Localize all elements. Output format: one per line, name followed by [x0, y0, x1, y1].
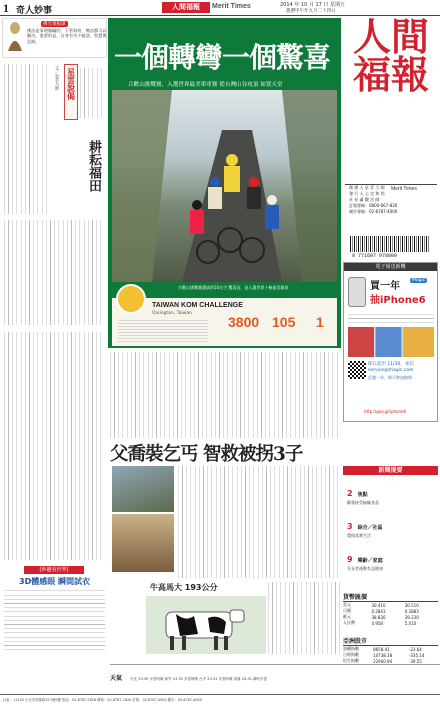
hero-caption: 合歡山挑戰賽選拔的10名手 驚喜冠，是入選世界十條最美賽事: [178, 285, 289, 290]
publisher-line-2: 發 行 人 心 定 和 尚: [349, 191, 385, 196]
race-stat-distance: 105: [272, 314, 296, 330]
index-item-no: 2: [347, 489, 353, 498]
promo-box[interactable]: [343, 262, 438, 422]
essay-text-b: [80, 68, 104, 118]
table-row: 美元 30.410 30.510: [343, 602, 419, 608]
footer: [0, 694, 440, 709]
cow-headline: 牛高馬大 193公分: [150, 583, 218, 592]
promo-fine-print: [348, 311, 434, 323]
index-item-label: 綜合／社區: [357, 525, 383, 531]
hero-headline: 一個轉彎一個驚喜: [114, 41, 331, 74]
star-label-text: 星雲說偈: [66, 68, 76, 100]
currency-title: 貨幣匯價: [343, 592, 438, 602]
logo-big: 人間福報: [352, 14, 429, 97]
small-logo-en: Merit Times: [212, 3, 251, 10]
bottom-tag: [妙趣看世界]: [24, 566, 84, 574]
publisher-line-4: 訂閱專線：0800-067-826: [349, 203, 398, 208]
index-item-text: 年長者運動有益健康: [347, 566, 383, 571]
promo-link[interactable]: http://goo.gl/iphone6: [364, 409, 407, 414]
promo-badge: Magic: [412, 278, 426, 283]
table-row: 加權指數 8658.41 -23.64: [343, 646, 422, 652]
main-story-text: [178, 466, 342, 578]
left-essay: [2, 60, 107, 328]
essay-title: 耕耘福田: [86, 140, 101, 192]
weather-text: 台北 23-30 多雲時晴 新竹 23-30 多雲時晴 台中 23-31 多雲時晴 高雄 25-31 晴時多雲: [130, 677, 268, 681]
index-item[interactable]: [343, 547, 438, 572]
finance-box: [343, 592, 438, 694]
news-index: [343, 466, 438, 590]
promo-note2: 訂閱一年，即可參加抽獎: [368, 375, 412, 380]
index-item-no: 3: [347, 522, 353, 531]
promo-header: 電子報送新機: [344, 263, 437, 271]
story-photo: [112, 466, 174, 512]
story-photo-2: [112, 514, 174, 572]
quote-label: 佛光菜根譚: [43, 22, 66, 27]
essay-text-c: [4, 220, 104, 325]
table-row: 人民幣 4.958 5.010: [343, 620, 417, 626]
hero-subheadline: 合歡山挑戰賽，入選世界最美單車賽 從台灣山谷攻頂 如置天堂: [128, 82, 283, 88]
essay-byline: 文／星雲大師: [55, 66, 60, 90]
quote-text: 佛法是事理無礙的，不管如何，佛法都可以解決，重要的是，自身有多少慈悲、智慧與忍耐。: [27, 28, 107, 44]
index-item-label: 焦點: [357, 492, 368, 498]
qr-code: [348, 361, 366, 379]
stock-title: 亞洲股市: [343, 636, 438, 646]
table-row: 歐元 38.830 39.230: [343, 614, 419, 620]
barcode: [350, 236, 430, 252]
hero-section: [108, 18, 341, 348]
index-item[interactable]: [343, 514, 438, 539]
left-quote-box: [2, 18, 107, 58]
star-label: [64, 64, 78, 120]
middle-story-text: [110, 352, 341, 438]
issue-lunar: 農曆甲午年九月二十四日: [286, 9, 336, 14]
left-lower-text: [4, 332, 105, 560]
hero-photo: [112, 90, 337, 282]
small-logo-text: 人間福報: [172, 3, 200, 11]
index-item-label: 樂齡／家庭: [357, 558, 383, 564]
phone-illustration: [348, 277, 366, 307]
publisher-line-1: 創 辦 人 星 雲 大 師: [349, 185, 385, 190]
promo-line1: 買一年: [370, 281, 400, 292]
issue-date: 2014 年 10 月 17 日 星期五: [280, 2, 345, 8]
weather-label: 天氣: [110, 675, 123, 682]
section-name: 奇人妙事: [16, 6, 53, 16]
index-item[interactable]: [343, 481, 438, 506]
publisher-line-3: 社 長 滿 觀 法 師: [349, 197, 380, 202]
index-item-no: 9: [347, 555, 353, 564]
news-index-title: 新聞提要: [343, 466, 438, 475]
race-badge: [116, 284, 146, 314]
race-card: [112, 298, 337, 346]
table-row: 恒生指數 22900.94 -39.55: [343, 658, 422, 664]
promo-email[interactable]: service@magic.com: [368, 368, 414, 373]
logo-en: Merit Times: [391, 186, 417, 192]
race-card-text: [118, 320, 208, 342]
buddha-figure: [5, 21, 25, 53]
page-number: 1: [3, 1, 9, 15]
promo-line2: 抽iPhone6: [370, 295, 426, 306]
weather-bar: [110, 664, 440, 682]
index-item-text: 環保落實生活: [347, 533, 371, 538]
promo-note: 即日起至 11/30，來信: [368, 362, 414, 367]
table-row: 日經指數 14738.38 -335.14: [343, 652, 425, 658]
index-item-text: 顧客接受檢驗食品: [347, 500, 379, 505]
publisher-line-5: 廣告專線：02-8787-4000: [349, 209, 398, 214]
race-card-title: TAIWAN KOM CHALLENGE: [152, 302, 243, 309]
currency-table: [343, 602, 438, 626]
promo-magazine-images: [348, 327, 434, 357]
cow-photo: [146, 596, 266, 654]
race-stat-elevation: 3800: [228, 314, 260, 330]
small-logo: [162, 2, 210, 13]
bottom-feature: [2, 566, 107, 658]
essay-text-a: [4, 64, 48, 214]
barcode-number: 9 771607 978009: [352, 253, 398, 259]
main-headline: 父喬裝乞丐 智救被拐3子: [110, 444, 303, 465]
bottom-title: 3D體感眼 瞬間試衣: [19, 577, 90, 586]
cow-story-text: [268, 582, 342, 654]
bottom-feature-text: [4, 590, 105, 650]
publisher-box: [345, 184, 437, 234]
stock-table: [343, 646, 438, 664]
race-card-place: Qixingtan, Taiwan: [152, 311, 192, 316]
table-row: 日圓 0.2843 0.2883: [343, 608, 419, 614]
race-stat-rank: 1: [316, 314, 324, 330]
footer-text: 社址：11105 台北市松隆路327號9樓 電話：02-8787-7828 傳真：02-8787-1820 訂報：02-8787-4000 廣告：02-8787-4000: [3, 698, 202, 702]
